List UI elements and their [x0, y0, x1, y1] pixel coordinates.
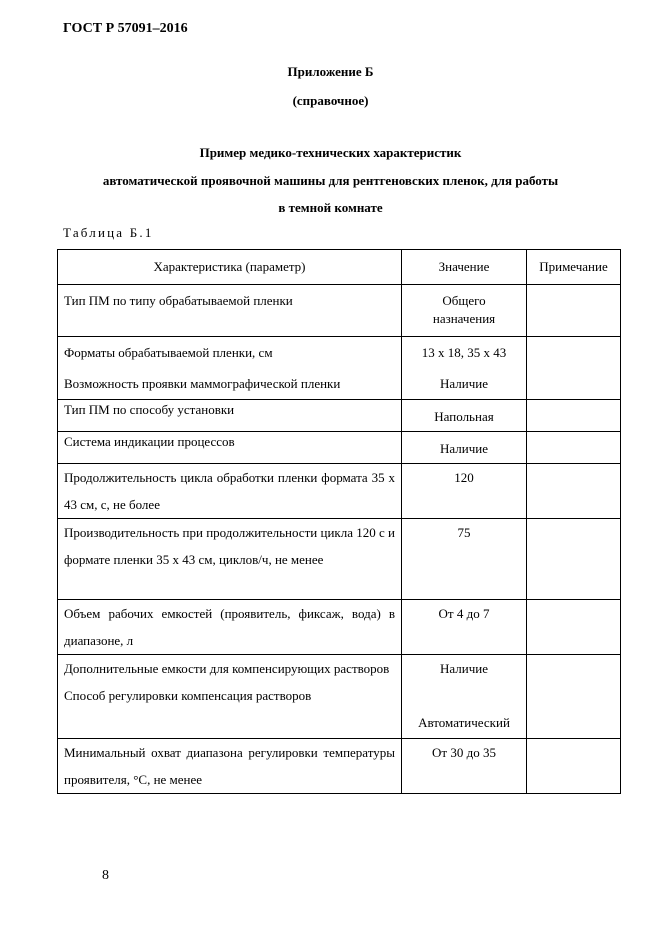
- specifications-table: [57, 249, 621, 794]
- table-caption: Таблица Б.1: [63, 225, 154, 240]
- note-cell: [527, 400, 621, 432]
- param-cell: Продолжительность цикла обработки пленки формата 35 х 43 см, с, не более: [64, 470, 395, 512]
- table-row: [58, 400, 621, 432]
- note-cell: [527, 432, 621, 464]
- param-cell: Дополнительные емкости для компенсирующих растворов Способ регулировки компенсация растворов: [64, 661, 390, 703]
- table-row: [58, 600, 621, 655]
- note-cell: [527, 655, 621, 739]
- value-cell: 13 х 18, 35 х 43 Наличие: [421, 345, 507, 391]
- param-cell: Форматы обрабатываемой пленки, см Возможность проявки маммографической пленки: [64, 345, 341, 391]
- param-cell: Система индикации процессов: [64, 434, 235, 449]
- note-cell: [527, 464, 621, 519]
- note-cell: [527, 337, 621, 400]
- heading-line-2: автоматической проявочной машины для рентгеновских пленок, для работы: [102, 173, 559, 188]
- header-parameter: Характеристика (параметр): [58, 250, 402, 285]
- table-header-row: [58, 250, 621, 285]
- value-cell: Общего назначения: [432, 293, 496, 326]
- note-cell: [527, 519, 621, 600]
- value-cell: Наличие Автоматический: [418, 661, 510, 730]
- param-cell: Тип ПМ по способу установки: [64, 402, 235, 417]
- param-cell: Объем рабочих емкостей (проявитель, фиксаж, вода) в диапазоне, л: [64, 606, 395, 648]
- page-number: 8: [102, 868, 109, 883]
- heading-line-3: в темной комнате: [278, 200, 383, 215]
- value-cell: 75: [457, 525, 471, 540]
- table-row: [58, 655, 621, 739]
- table-row: [58, 337, 621, 400]
- value-cell: От 30 до 35: [432, 745, 496, 760]
- table-row: [58, 464, 621, 519]
- value-cell: Наличие: [440, 441, 488, 456]
- note-cell: [527, 600, 621, 655]
- value-cell: Напольная: [434, 409, 494, 424]
- header-note: Примечание: [527, 250, 621, 285]
- value-cell: 120: [454, 470, 474, 485]
- note-cell: [527, 285, 621, 337]
- heading-line-1: Пример медико-технических характеристик: [199, 145, 462, 160]
- table-row: [58, 739, 621, 794]
- table-row: [58, 285, 621, 337]
- param-cell: Минимальный охват диапазона регулировки температуры проявителя, °С, не менее: [64, 745, 395, 787]
- param-cell: Производительность при продолжительности цикла 120 с и формате пленки 35 х 43 см, циклов/ч, не менее: [64, 525, 395, 567]
- value-cell: От 4 до 7: [438, 606, 490, 621]
- appendix-title: Приложение Б: [287, 64, 374, 79]
- header-value: Значение: [402, 250, 527, 285]
- document-header: ГОСТ Р 57091–2016: [63, 21, 188, 36]
- appendix-subtitle: (справочное): [292, 93, 369, 108]
- table-row: [58, 432, 621, 464]
- note-cell: [527, 739, 621, 794]
- param-cell: Тип ПМ по типу обрабатываемой пленки: [64, 293, 293, 308]
- table-row: [58, 519, 621, 600]
